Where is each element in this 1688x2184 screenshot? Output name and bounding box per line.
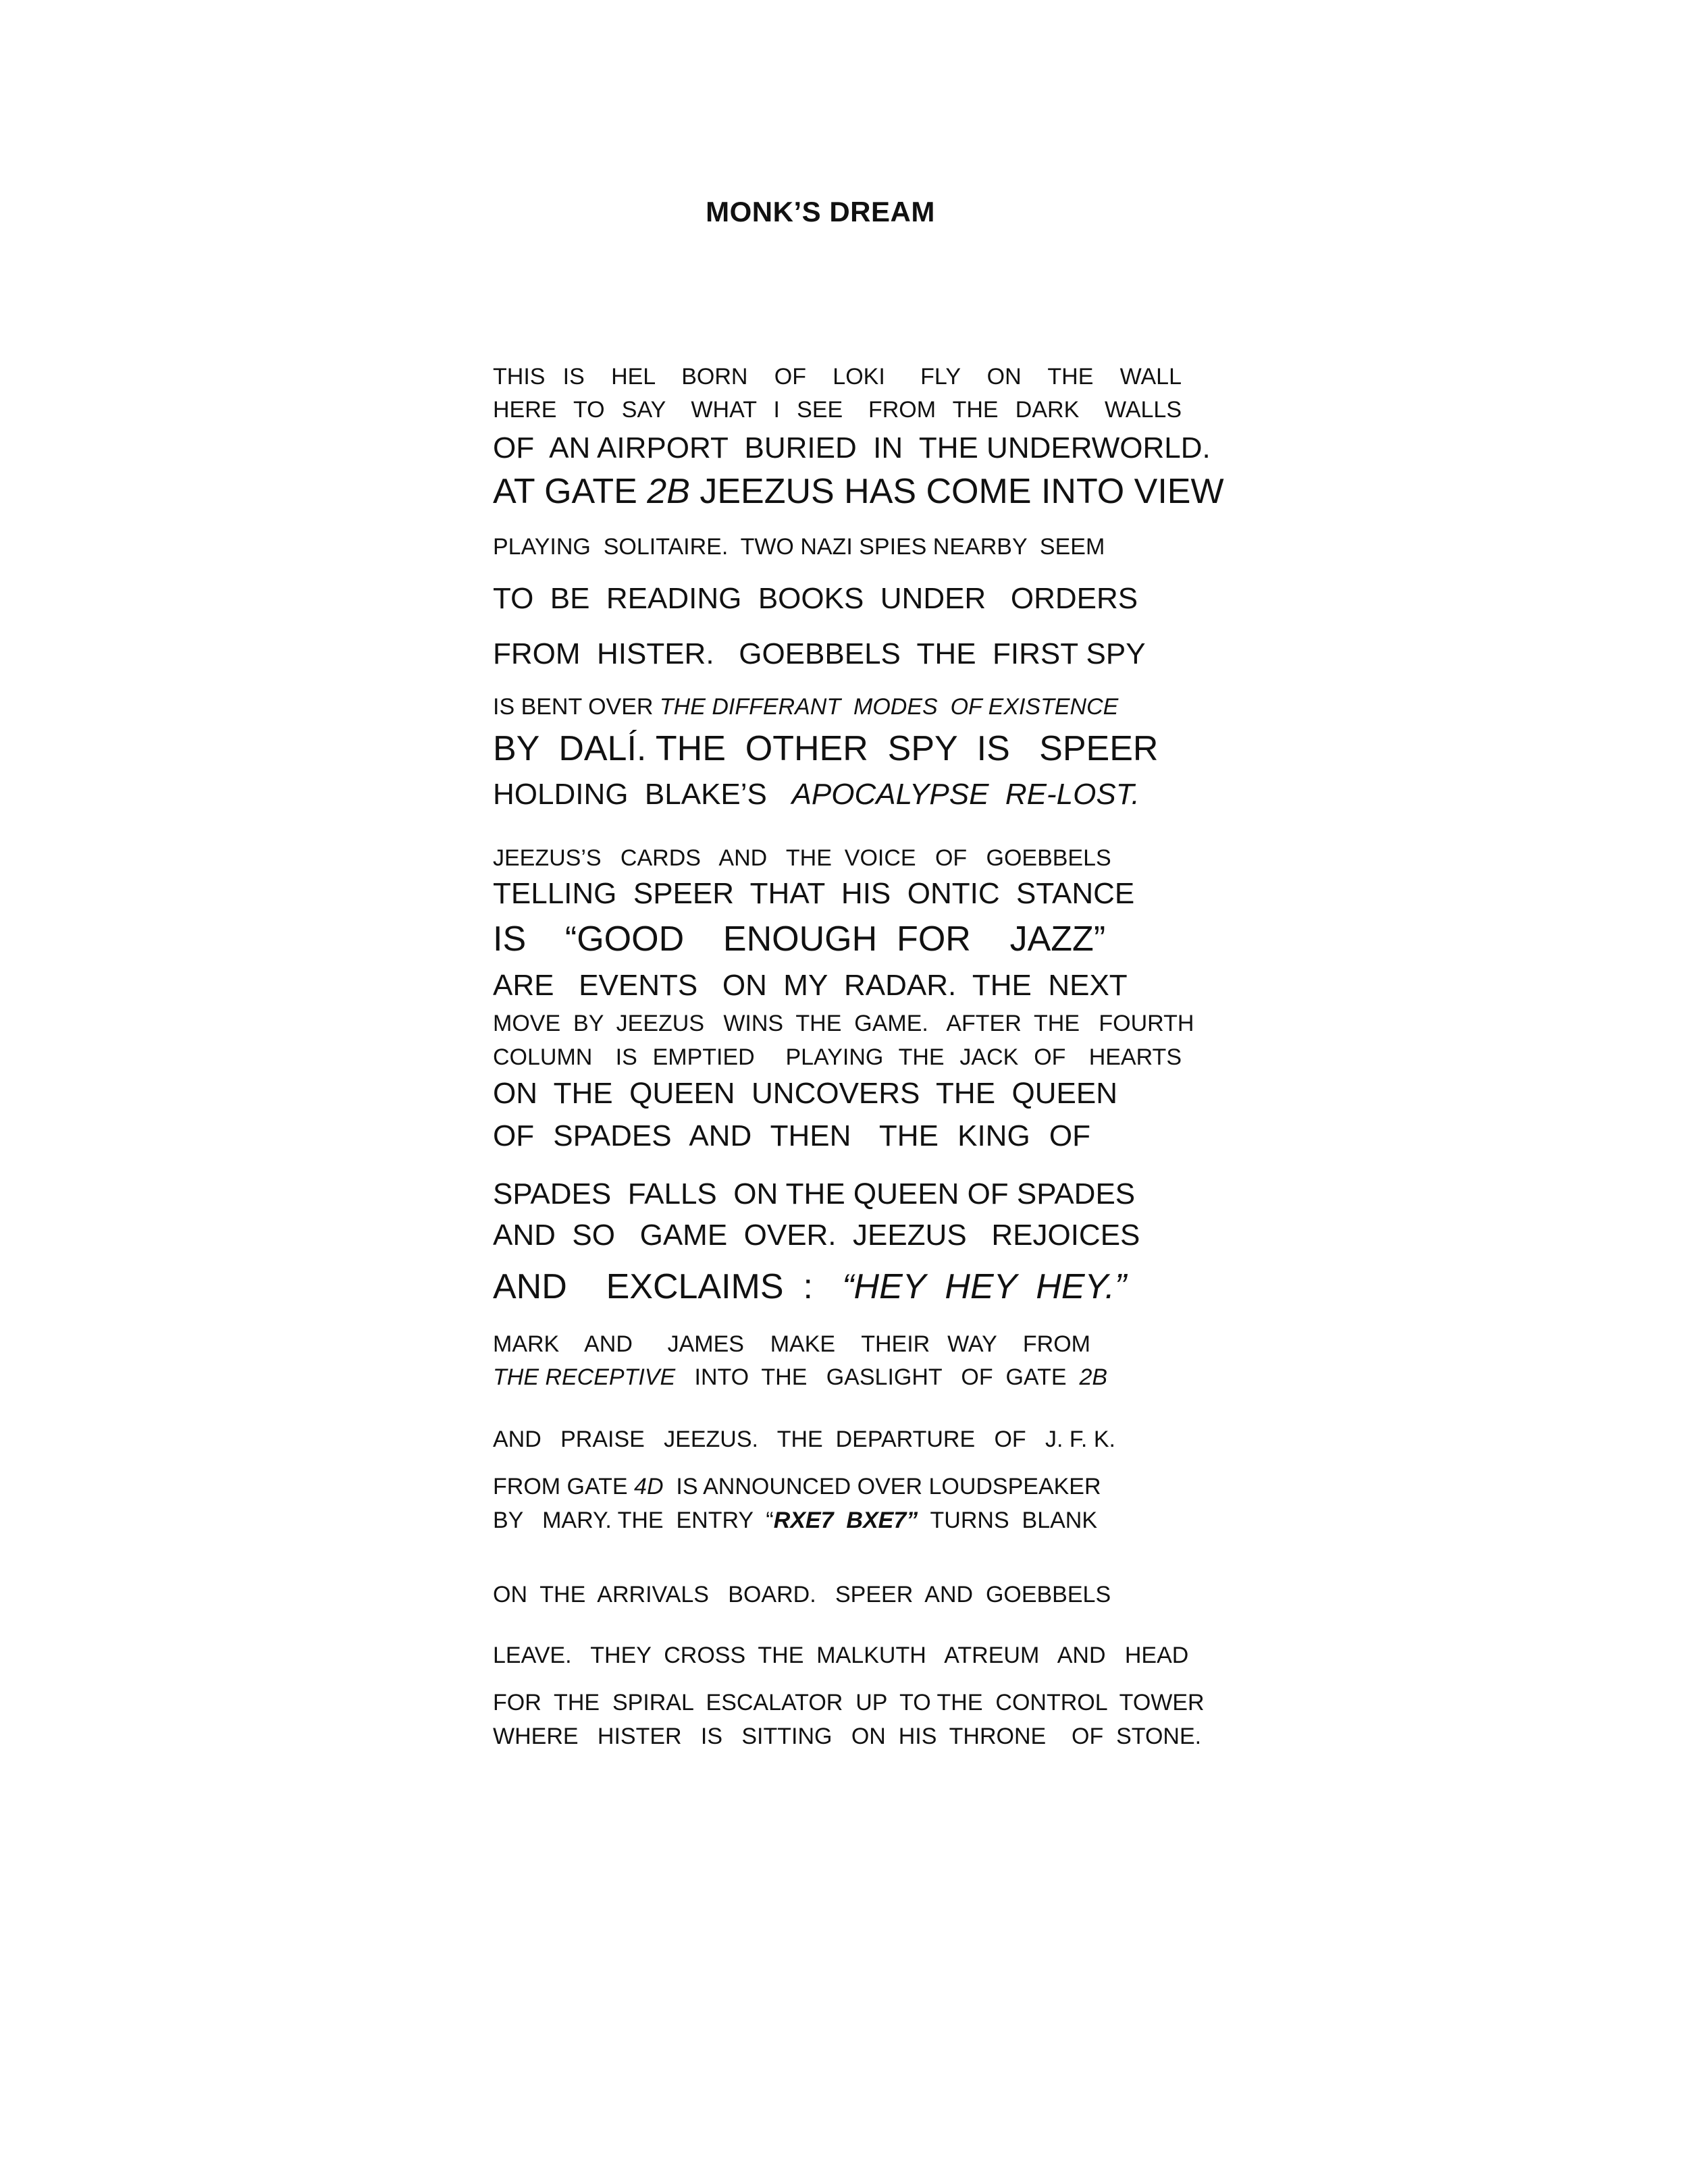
poem-line-13: IS “GOOD ENOUGH FOR JAZZ” <box>493 920 1106 959</box>
poem-line-26-part-1: BY MARY. THE ENTRY “ <box>493 1508 774 1533</box>
poem-line-4-part-2: JEEZUS HAS COME INTO VIEW <box>689 472 1224 511</box>
poem-line-4-gate: 2B <box>647 472 690 511</box>
poem-line-4 <box>493 472 1224 511</box>
poem-line-21 <box>493 1267 1127 1306</box>
poem-title: MONK’S DREAM <box>706 196 935 228</box>
poem-line-9: BY DALÍ. THE OTHER SPY IS SPEER <box>493 729 1159 768</box>
poem-line-25-gate: 4D <box>634 1474 664 1499</box>
poem-line-28: LEAVE. THEY CROSS THE MALKUTH ATREUM AND HEAD <box>493 1643 1189 1668</box>
poem-line-30: WHERE HISTER IS SITTING ON HIS THRONE OF STONE. <box>493 1724 1202 1749</box>
poem-line-26-entry: RXE7 BXE7” <box>773 1508 918 1533</box>
poem-line-20: AND SO GAME OVER. JEEZUS REJOICES <box>493 1219 1140 1252</box>
poem-line-10-part-1: HOLDING BLAKE’S <box>493 778 792 811</box>
poem-line-23-gate: 2B <box>1079 1364 1108 1390</box>
poem-line-24: AND PRAISE JEEZUS. THE DEPARTURE OF J. F. K. <box>493 1427 1115 1452</box>
poem-line-21-exclamation: “HEY HEY HEY.” <box>842 1267 1127 1306</box>
poem-line-15: MOVE BY JEEZUS WINS THE GAME. AFTER THE FOURTH <box>493 1011 1194 1036</box>
poem-line-26 <box>493 1508 1098 1533</box>
poem-line-3: OF AN AIRPORT BURIED IN THE UNDERWORLD. <box>493 431 1211 464</box>
poem-line-4-part-1: AT GATE <box>493 472 648 511</box>
poem-line-11: JEEZUS’S CARDS AND THE VOICE OF GOEBBELS <box>493 845 1111 871</box>
poem-line-5: PLAYING SOLITAIRE. TWO NAZI SPIES NEARBY SEEM <box>493 534 1105 560</box>
poem-line-23 <box>493 1364 1108 1390</box>
poem-line-19: SPADES FALLS ON THE QUEEN OF SPADES <box>493 1177 1136 1210</box>
poem-line-10 <box>493 778 1140 811</box>
poem-line-10-book-title: APOCALYPSE RE-LOST. <box>791 778 1140 811</box>
poem-line-21-part-1: AND EXCLAIMS : <box>493 1267 843 1306</box>
poem-line-23-part-2: INTO THE GASLIGHT OF GATE <box>675 1364 1080 1390</box>
poem-line-25 <box>493 1474 1101 1499</box>
poem-line-12: TELLING SPEER THAT HIS ONTIC STANCE <box>493 877 1135 910</box>
poem-line-26-part-2: TURNS BLANK <box>918 1508 1098 1533</box>
poem-line-7: FROM HISTER. GOEBBELS THE FIRST SPY <box>493 637 1146 670</box>
poem-line-8-book-title: THE DIFFERANT MODES OF EXISTENCE <box>659 694 1119 720</box>
poem-line-27: ON THE ARRIVALS BOARD. SPEER AND GOEBBELS <box>493 1582 1111 1607</box>
poem-line-17: ON THE QUEEN UNCOVERS THE QUEEN <box>493 1077 1117 1110</box>
poem-line-6: TO BE READING BOOKS UNDER ORDERS <box>493 582 1138 615</box>
poem-line-23-the-receptive: THE RECEPTIVE <box>493 1364 676 1390</box>
poem-line-18: OF SPADES AND THEN THE KING OF <box>493 1119 1090 1152</box>
poem-line-25-part-2: IS ANNOUNCED OVER LOUDSPEAKER <box>663 1474 1101 1499</box>
poem-line-16: COLUMN IS EMPTIED PLAYING THE JACK OF HEARTS <box>493 1044 1182 1070</box>
poem-line-14: ARE EVENTS ON MY RADAR. THE NEXT <box>493 969 1128 1002</box>
poem-line-29: FOR THE SPIRAL ESCALATOR UP TO THE CONTROL TOWER <box>493 1690 1205 1715</box>
poem-line-1: THIS IS HEL BORN OF LOKI FLY ON THE WALL <box>493 364 1182 390</box>
poem-line-8 <box>493 694 1119 720</box>
poem-line-22: MARK AND JAMES MAKE THEIR WAY FROM <box>493 1331 1090 1357</box>
poem-line-8-part-1: IS BENT OVER <box>493 694 660 720</box>
poem-line-2: HERE TO SAY WHAT I SEE FROM THE DARK WALLS <box>493 397 1182 423</box>
poem-line-25-part-1: FROM GATE <box>493 1474 635 1499</box>
